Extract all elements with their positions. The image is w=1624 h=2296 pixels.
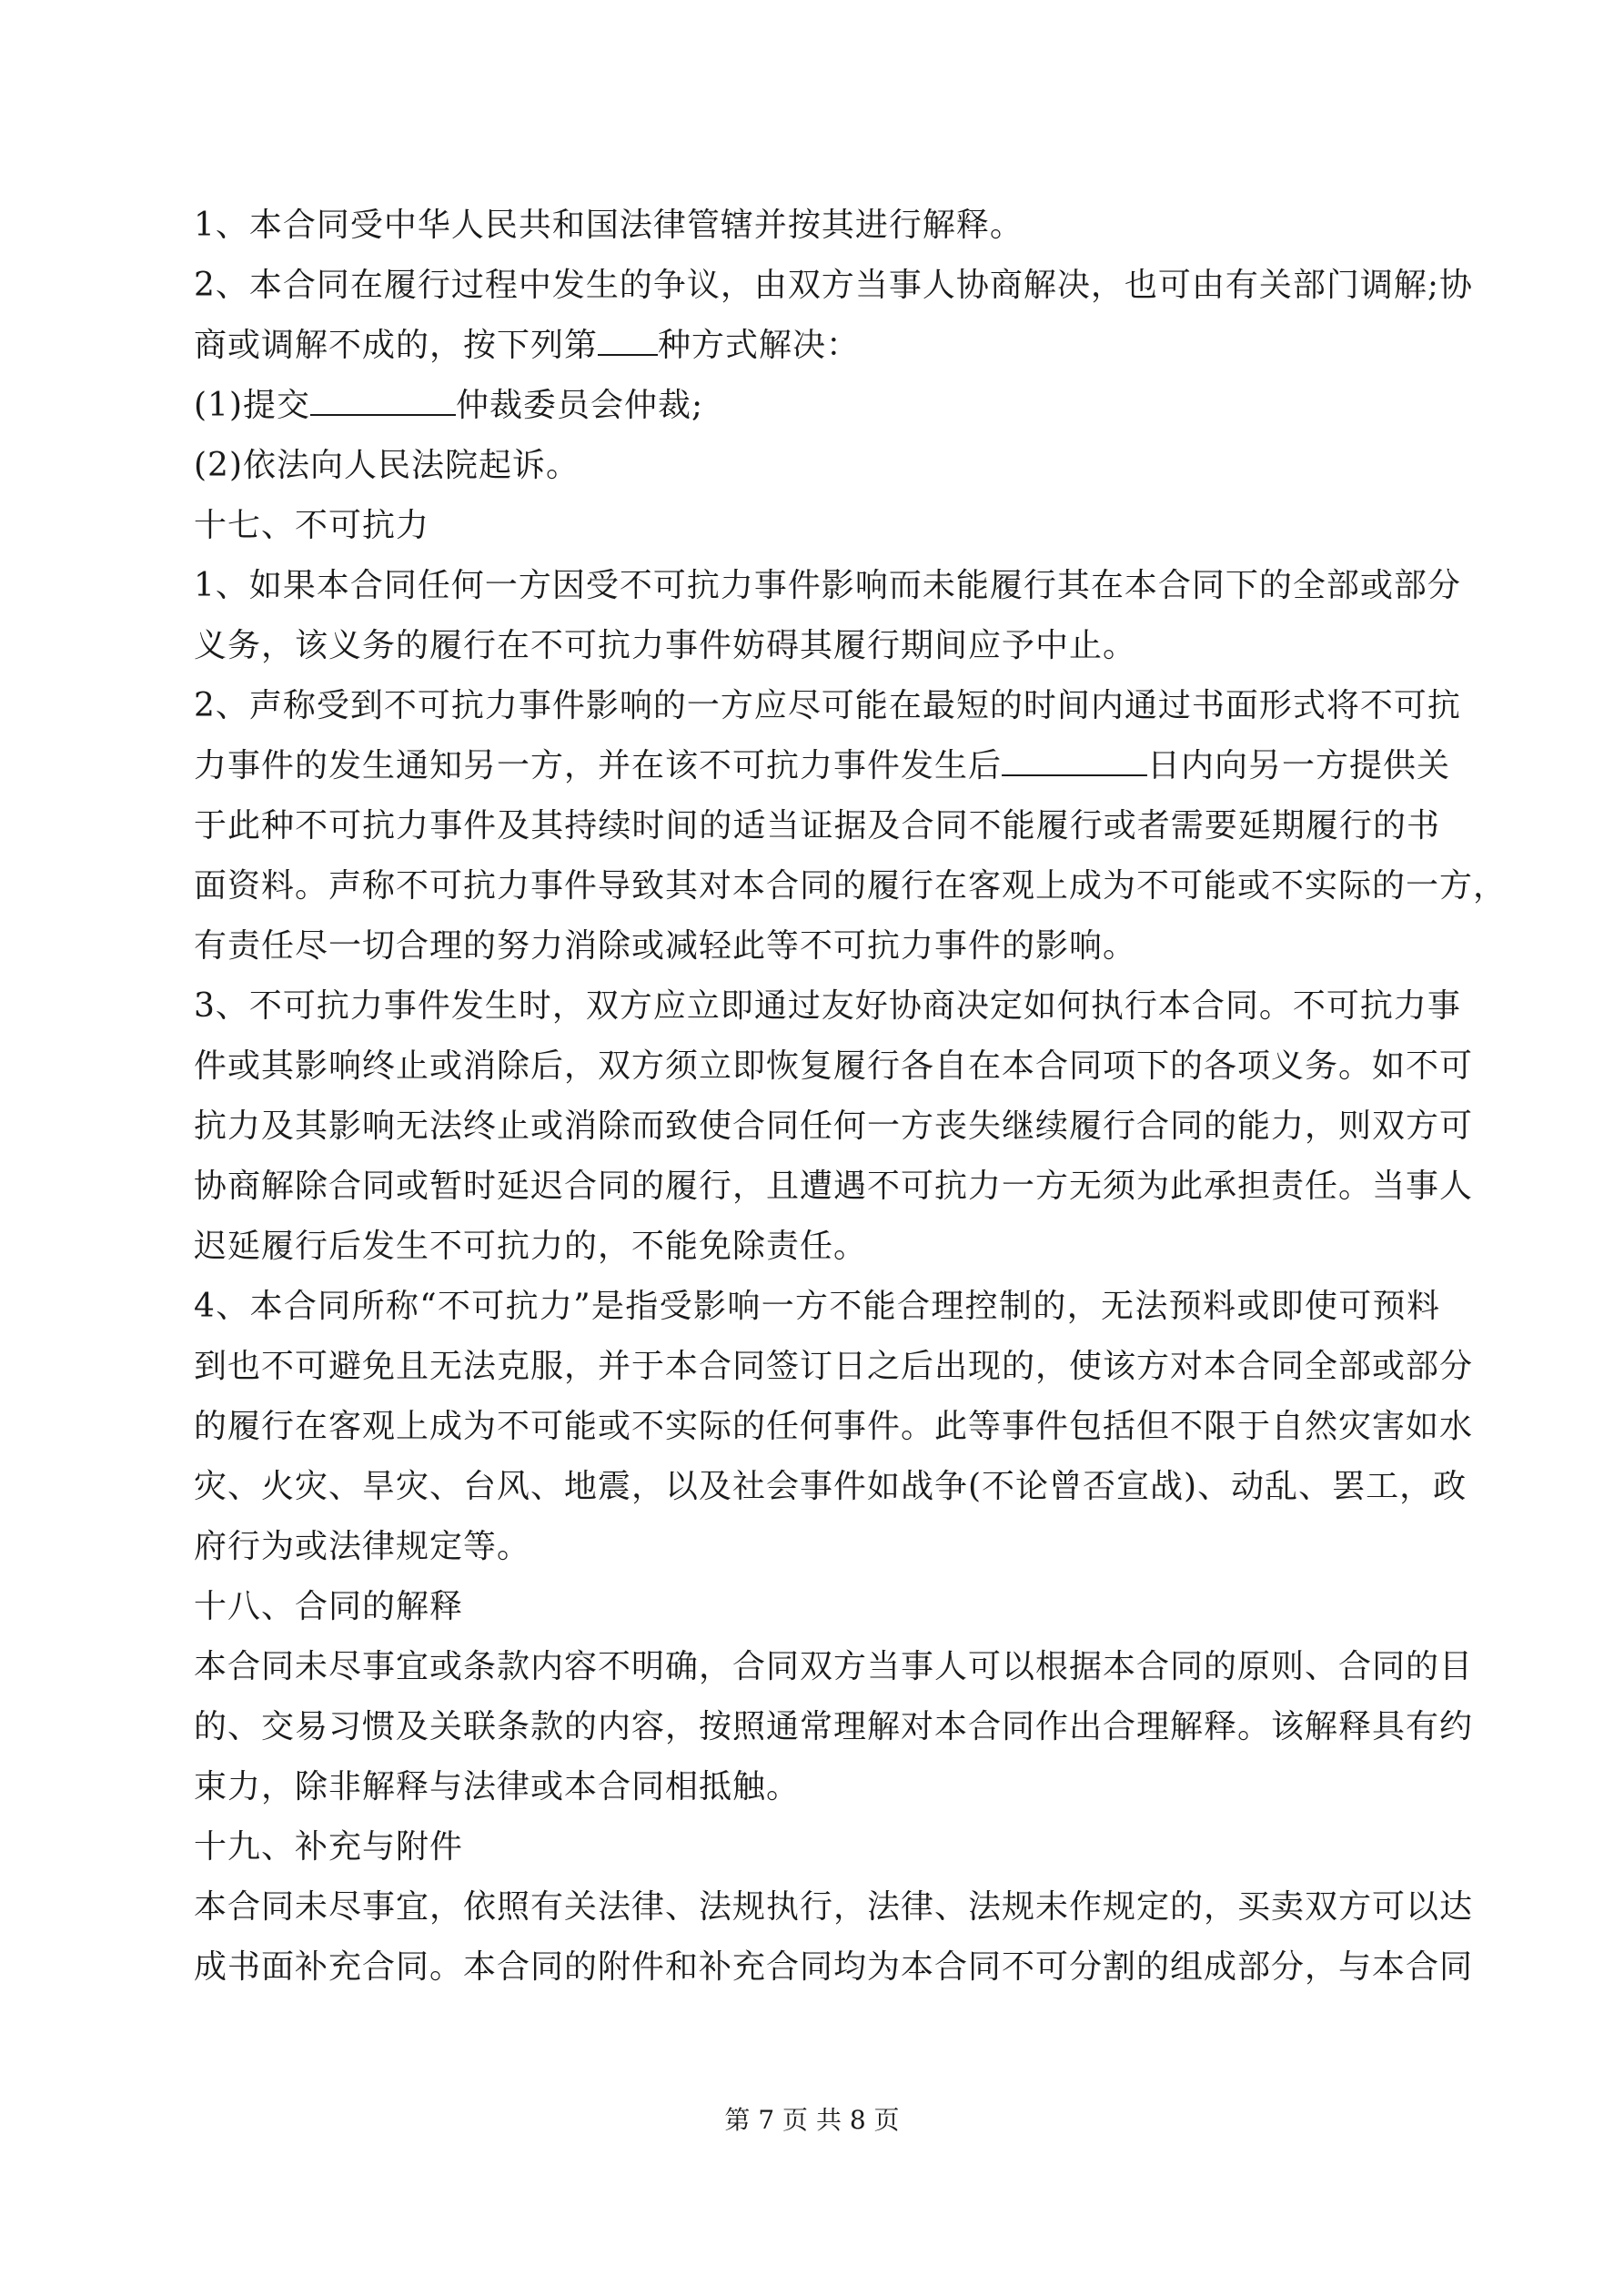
text-line [194,316,1440,376]
text-line: 府行为或法律规定等。 [194,1528,531,1565]
fill-in-blank [310,387,456,416]
text-segment: 日内向另一方提供关 [1147,747,1451,784]
text-line: 抗力及其影响无法终止或消除而致使合同任何一方丧失继续履行合同的能力，则双方可 [194,1108,1474,1145]
text-line: 2、本合同在履行过程中发生的争议，由双方当事人协商解决，也可由有关部门调解;协 [194,267,1474,304]
text-line: 成书面补充合同。本合同的附件和补充合同均为本合同不可分割的组成部分，与本合同 [194,1948,1474,1986]
text-line: 4、本合同所称“不可抗力”是指受影响一方不能合理控制的，无法预料或即使可预料 [194,1288,1440,1325]
document-body [194,196,1508,1998]
text-line: 协商解除合同或暂时延迟合同的履行，且遭遇不可抗力一方无须为此承担责任。当事人 [194,1168,1474,1205]
section-heading: 十八、合同的解释 [194,1588,464,1625]
text-line: 到也不可避免且无法克服，并于本合同签订日之后出现的，使该方对本合同全部或部分 [194,1348,1474,1385]
text-line: 的履行在客观上成为不可能或不实际的任何事件。此等事件包括但不限于自然灾害如水 [194,1408,1474,1445]
fill-in-blank [598,327,658,356]
section-heading: 十九、补充与附件 [194,1828,464,1866]
text-line: (2)依法向人民法院起诉。 [194,447,580,484]
text-line: 面资料。声称不可抗力事件导致其对本合同的履行在客观上成为不可能或不实际的一方， [194,867,1508,905]
text-line: 灾、火灾、旱灾、台风、地震，以及社会事件如战争(不论曾否宣战)、动乱、罢工，政 [194,1468,1468,1505]
section-heading: 十七、不可抗力 [194,507,430,544]
text-line: 有责任尽一切合理的努力消除或减轻此等不可抗力事件的影响。 [194,927,1137,965]
text-line: 2、声称受到不可抗力事件影响的一方应尽可能在最短的时间内通过书面形式将不可抗 [194,687,1461,724]
text-line: 件或其影响终止或消除后，双方须立即恢复履行各自在本合同项下的各项义务。如不可 [194,1047,1474,1085]
text-line: 本合同未尽事宜，依照有关法律、法规执行，法律、法规未作规定的，买卖双方可以达 [194,1888,1474,1926]
text-line [194,736,1451,796]
text-line: 于此种不可抗力事件及其持续时间的适当证据及合同不能履行或者需要延期履行的书 [194,807,1440,845]
text-line: 本合同未尽事宜或条款内容不明确，合同双方当事人可以根据本合同的原则、合同的目 [194,1648,1474,1685]
page-number-footer: 第 7 页 共 8 页 [724,2105,900,2135]
text-line: 义务，该义务的履行在不可抗力事件妨碍其履行期间应予中止。 [194,627,1137,664]
text-line: 迟延履行后发生不可抗力的，不能免除责任。 [194,1228,868,1265]
text-line: 1、本合同受中华人民共和国法律管辖并按其进行解释。 [194,207,1024,244]
text-line [194,376,1440,436]
text-segment: 商或调解不成的，按下列第 [194,327,599,364]
text-segment: 种方式解决： [658,327,861,364]
text-segment: 力事件的发生通知另一方，并在该不可抗力事件发生后 [194,747,1003,784]
text-segment: 仲裁委员会仲裁; [456,387,704,424]
text-segment: (1)提交 [194,387,310,424]
text-line: 3、不可抗力事件发生时，双方应立即通过友好协商决定如何执行本合同。不可抗力事 [194,987,1461,1025]
fill-in-blank [1002,747,1147,776]
text-line: 1、如果本合同任何一方因受不可抗力事件影响而未能履行其在本合同下的全部或部分 [194,567,1461,604]
text-line: 的、交易习惯及关联条款的内容，按照通常理解对本合同作出合理解释。该解释具有约 [194,1708,1474,1745]
text-line: 束力，除非解释与法律或本合同相抵触。 [194,1768,801,1805]
